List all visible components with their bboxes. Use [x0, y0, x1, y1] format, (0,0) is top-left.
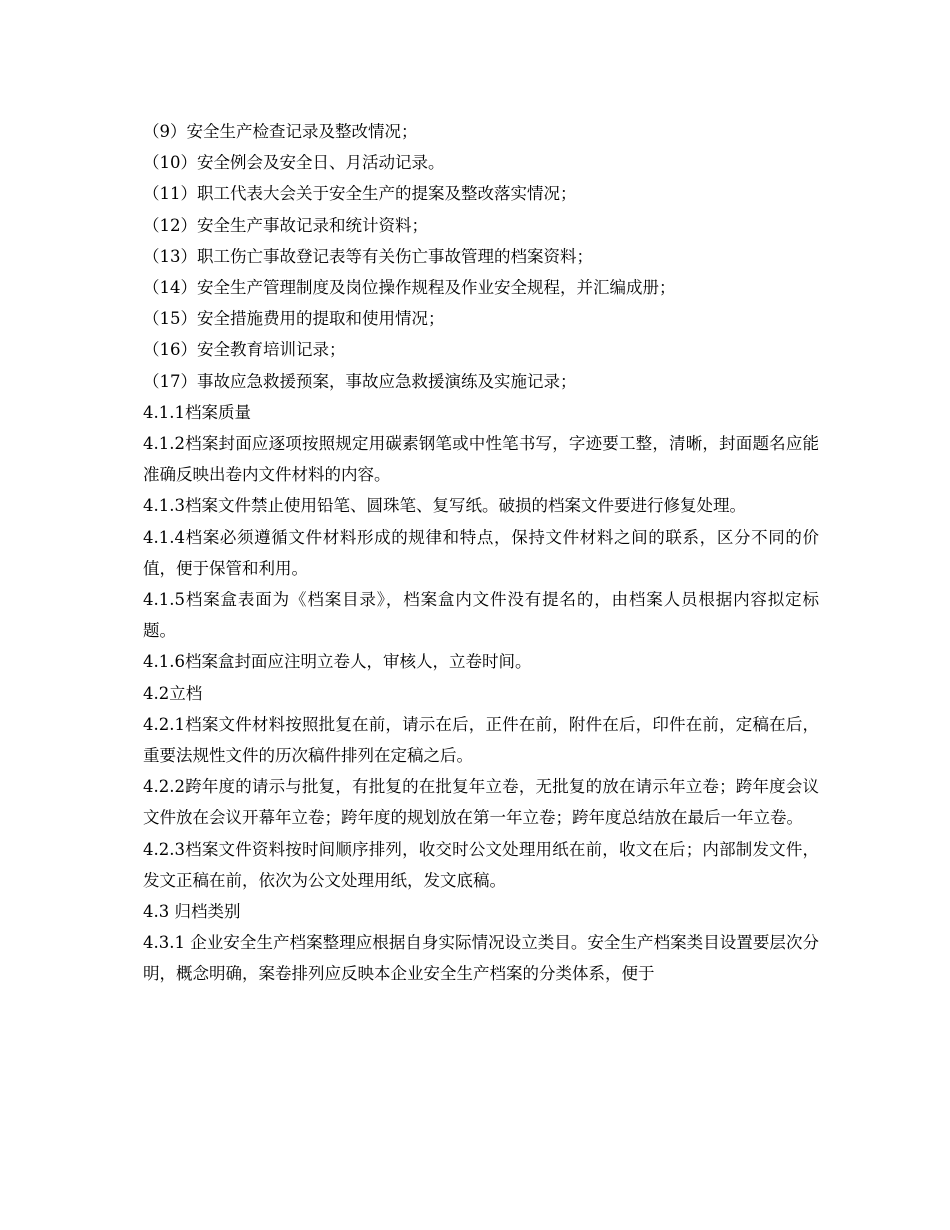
paragraph-4-1-5: 4.1.5档案盒表面为《档案目录》，档案盒内文件没有提名的，由档案人员根据内容拟定标题。	[143, 590, 819, 641]
paragraph-4-1-3: 4.1.3档案文件禁止使用铅笔、圆珠笔、复写纸。破损的档案文件要进行修复处理。	[143, 496, 746, 516]
paragraph-4-2-2: 4.2.2跨年度的请示与批复，有批复的在批复年立卷，无批复的放在请示年立卷；跨年度会议文件放在会议开幕年立卷；跨年度的规划放在第一年立卷；跨年度总结放在最后一年立卷。	[143, 777, 819, 828]
list-item-9: （9）安全生产检查记录及整改情况；	[143, 122, 418, 141]
paragraph-4-3-1: 4.3.1 企业安全生产档案整理应根据自身实际情况设立类目。安全生产档案类目设置要层次分明，概念明确，案卷排列应反映本企业安全生产档案的分类体系，便于	[143, 933, 819, 984]
section-heading-4-1-1: 4.1.1档案质量	[143, 402, 251, 422]
section-heading-4-3: 4.3 归档类别	[143, 902, 241, 922]
list-item-12: （12）安全生产事故记录和统计资料；	[143, 215, 428, 235]
section-heading-4-2: 4.2立档	[143, 683, 203, 703]
list-item-14: （14）安全生产管理制度及岗位操作规程及作业安全规程，并汇编成册；	[143, 278, 676, 298]
list-item-17: （17）事故应急救援预案，事故应急救援演练及实施记录；	[143, 371, 577, 391]
list-item-10: （10）安全例会及安全日、月活动记录。	[143, 153, 445, 173]
paragraph-4-2-3: 4.2.3档案文件资料按时间顺序排列，收交时公文处理用纸在前，收文在后；内部制发文件，发文正稿在前，依次为公文处理用纸，发文底稿。	[143, 839, 819, 890]
list-item-15: （15）安全措施费用的提取和使用情况；	[143, 309, 445, 329]
paragraph-4-1-2: 4.1.2档案封面应逐项按照规定用碳素钢笔或中性笔书写，字迹要工整，清晰，封面题名应能准确反映出卷内文件材料的内容。	[143, 434, 819, 485]
list-item-11: （11）职工代表大会关于安全生产的提案及整改落实情况；	[143, 184, 577, 204]
paragraph-4-2-1: 4.2.1档案文件材料按照批复在前，请示在后，正件在前，附件在后，印件在前，定稿在后，重要法规性文件的历次稿件排列在定稿之后。	[143, 714, 819, 766]
paragraph-4-1-6: 4.1.6档案盒封面应注明立卷人，审核人，立卷时间。	[143, 652, 532, 672]
list-item-13: （13）职工伤亡事故登记表等有关伤亡事故管理的档案资料；	[143, 246, 593, 266]
paragraph-4-1-4: 4.1.4档案必须遵循文件材料形成的规律和特点，保持文件材料之间的联系，区分不同的价值，便于保管和利用。	[143, 527, 819, 578]
document-body	[143, 116, 819, 990]
list-item-16: （16）安全教育培训记录；	[143, 340, 346, 360]
